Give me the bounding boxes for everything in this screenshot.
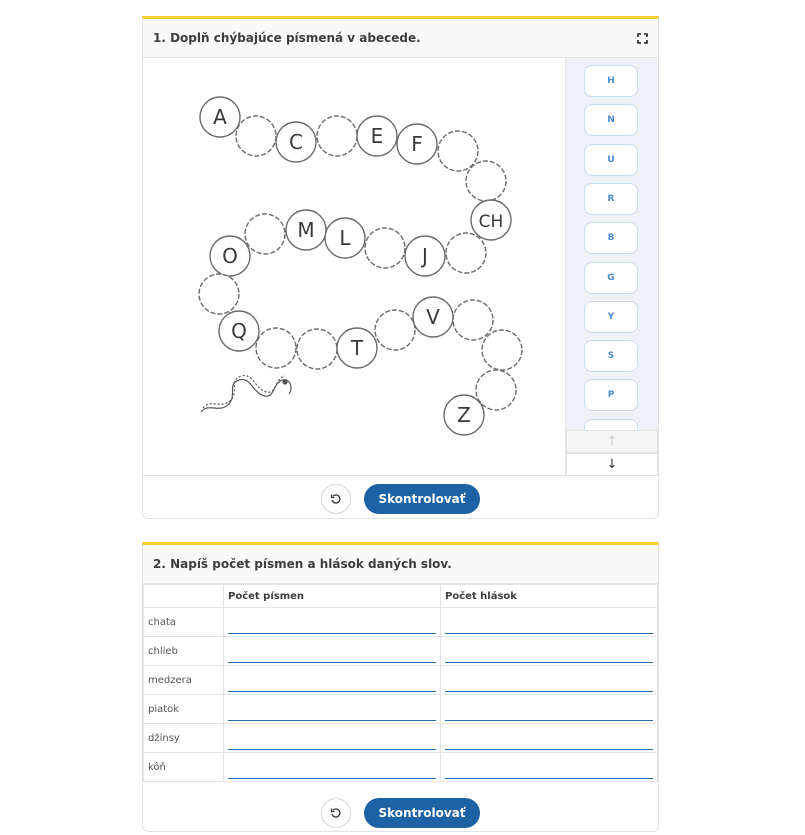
letter-circle-label: L (339, 226, 351, 250)
alphabet-snake-canvas (143, 58, 566, 476)
empty-letter-slot[interactable] (199, 274, 239, 314)
letters-count-input[interactable] (228, 645, 436, 663)
answer-cell (224, 637, 441, 666)
letter-chip[interactable]: B (584, 222, 638, 254)
letter-bank (566, 58, 658, 430)
exercise-2-actions (143, 790, 658, 835)
letters-count-input[interactable] (228, 674, 436, 692)
letters-count-input[interactable] (228, 703, 436, 721)
answer-cell (224, 695, 441, 724)
letter-circle-label: F (411, 132, 423, 156)
letters-count-input[interactable] (228, 616, 436, 634)
fullscreen-button[interactable] (626, 19, 658, 58)
word-cell: medzera (144, 666, 224, 695)
empty-letter-slot[interactable] (256, 328, 296, 368)
empty-letter-slot[interactable] (236, 116, 276, 156)
exercise-1-title: 1. Doplň chýbajúce písmená v abecede. (153, 31, 421, 45)
letter-circle-label: J (422, 244, 428, 268)
table-row (144, 608, 658, 637)
empty-letter-slot[interactable] (438, 131, 478, 171)
answer-cell (441, 637, 658, 666)
letter-chip[interactable]: H (584, 65, 638, 97)
empty-letter-slot[interactable] (476, 370, 516, 410)
table-row (144, 695, 658, 724)
table-row (144, 753, 658, 782)
exercise-1-card (142, 16, 659, 519)
letter-chip[interactable]: S (584, 340, 638, 372)
letter-circle-label: C (289, 130, 303, 154)
word-cell: chlieb (144, 637, 224, 666)
empty-letter-slot[interactable] (375, 310, 415, 350)
answer-cell (441, 724, 658, 753)
letter-circle-label: E (370, 124, 384, 148)
answer-cell (441, 608, 658, 637)
table-row (144, 637, 658, 666)
letter-chip-partial[interactable] (584, 419, 638, 430)
letter-circle-label: M (297, 218, 315, 242)
answer-cell (441, 666, 658, 695)
empty-letter-slot[interactable] (297, 329, 337, 369)
letter-circle-label: CH (478, 212, 504, 232)
word-cell: kôň (144, 753, 224, 782)
letter-chip[interactable]: U (584, 144, 638, 176)
empty-letter-slot[interactable] (245, 214, 285, 254)
check-button[interactable]: Skontrolovať (364, 484, 480, 514)
letters-count-input[interactable] (228, 732, 436, 750)
check-button[interactable]: Skontrolovať (364, 798, 480, 828)
answer-cell (224, 724, 441, 753)
empty-letter-slot[interactable] (446, 233, 486, 273)
answer-cell (441, 753, 658, 782)
column-header-sounds: Počet hlások (441, 585, 658, 608)
expand-icon (637, 33, 648, 44)
sounds-count-input[interactable] (445, 732, 653, 750)
empty-letter-slot[interactable] (466, 161, 506, 201)
answer-cell (224, 753, 441, 782)
empty-letter-slot[interactable] (482, 330, 522, 370)
column-header-letters: Počet písmen (224, 585, 441, 608)
snake-icon (201, 375, 291, 412)
letter-chip[interactable]: N (584, 104, 638, 136)
sounds-count-input[interactable] (445, 616, 653, 634)
reset-button[interactable] (321, 798, 351, 828)
sounds-count-input[interactable] (445, 761, 653, 779)
letter-circle-label: Z (457, 403, 471, 427)
empty-letter-slot[interactable] (365, 228, 405, 268)
sounds-count-input[interactable] (445, 703, 653, 721)
letter-circle-label: V (426, 305, 440, 329)
reset-button[interactable] (321, 484, 351, 514)
word-cell: piatok (144, 695, 224, 724)
table-corner-cell (144, 585, 224, 608)
scroll-down-button[interactable]: ↓ (566, 453, 658, 476)
empty-letter-slot[interactable] (317, 116, 357, 156)
letter-circle-label: Q (231, 319, 247, 343)
snake-drawing (143, 58, 566, 476)
exercise-1-actions (143, 476, 658, 521)
answer-cell (224, 666, 441, 695)
word-cell: chata (144, 608, 224, 637)
letter-chip[interactable]: R (584, 183, 638, 215)
reset-icon (330, 807, 342, 819)
table-row (144, 724, 658, 753)
letter-chip[interactable]: P (584, 379, 638, 411)
exercise-2-header (143, 545, 658, 584)
exercise-1-header (143, 19, 658, 58)
letter-circle-label: O (222, 244, 238, 268)
letters-count-input[interactable] (228, 761, 436, 779)
letter-circle-label: A (213, 105, 227, 129)
sounds-count-input[interactable] (445, 674, 653, 692)
table-row (144, 666, 658, 695)
scroll-up-button[interactable]: ↑ (566, 430, 658, 453)
sounds-count-input[interactable] (445, 645, 653, 663)
word-cell: džínsy (144, 724, 224, 753)
letter-chip[interactable]: Y (584, 301, 638, 333)
answer-cell (224, 608, 441, 637)
exercise-2-title: 2. Napíš počet písmen a hlások daných slov. (153, 557, 452, 571)
exercise-2-card (142, 542, 659, 832)
letters-sounds-table (143, 584, 658, 782)
letter-circle-label: T (350, 336, 364, 360)
reset-icon (330, 493, 342, 505)
letter-chip[interactable]: G (584, 262, 638, 294)
answer-cell (441, 695, 658, 724)
empty-letter-slot[interactable] (453, 300, 493, 340)
